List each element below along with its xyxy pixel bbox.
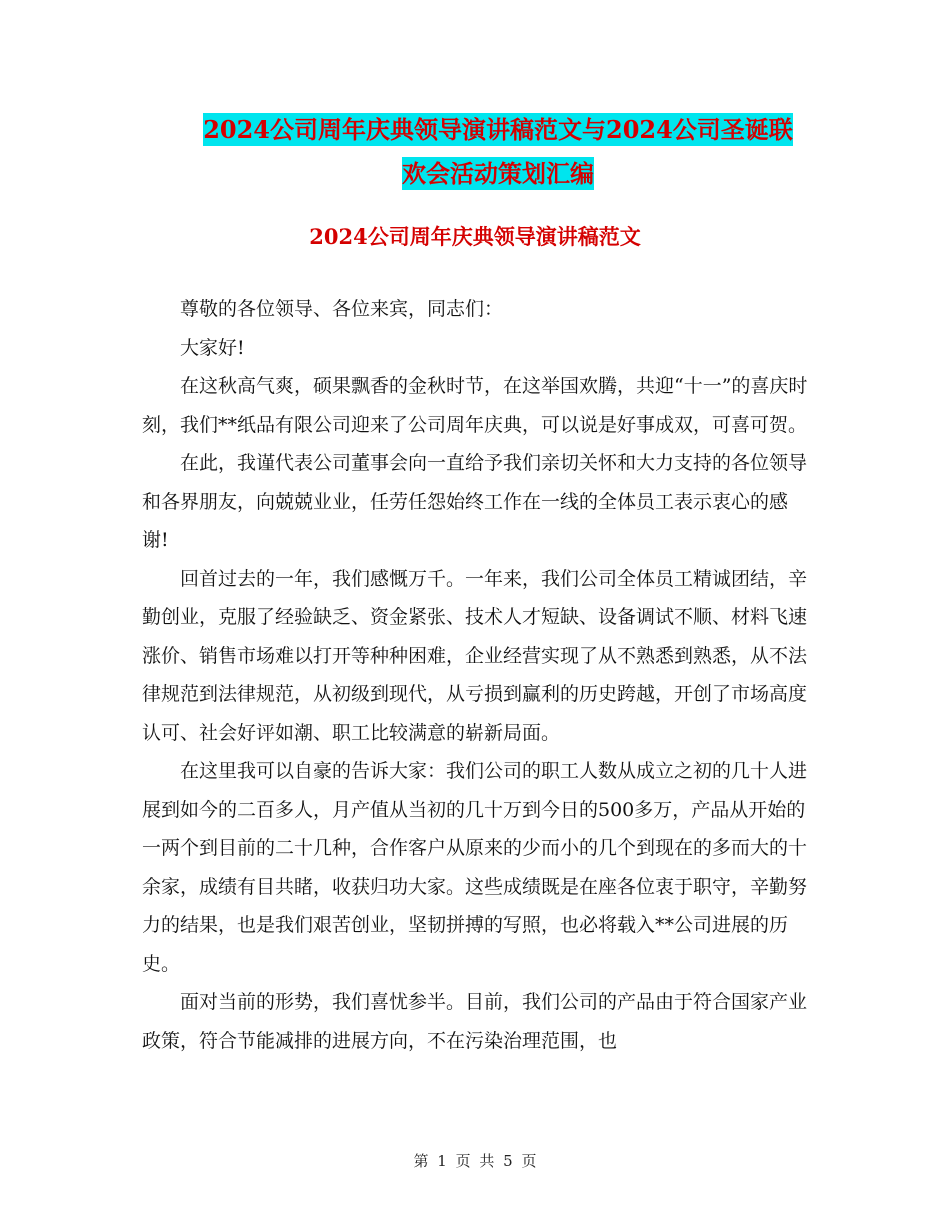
paragraph-salutation: 尊敬的各位领导、各位来宾，同志们： (180, 298, 504, 320)
paragraph: 在这秋高气爽，硕果飘香的金秋时节，在这举国欢腾，共迎“十一”的喜庆时刻，我们**纸品有限公司迎来了公司周年庆典，可以说是好事成双，可喜可贺。 (142, 375, 808, 436)
paragraph: 在此，我谨代表公司董事会向一直给予我们亲切关怀和大力支持的各位领导和各界朋友，向兢兢业业，任劳任怨始终工作在一线的全体员工表示衷心的感谢! (142, 452, 808, 551)
page-number-footer: 第 1 页 共 5 页 (413, 1152, 537, 1170)
paragraph: 在这里我可以自豪的告诉大家：我们公司的职工人数从成立之初的几十人进展到如今的二百多人，月产值从当初的几十万到今日的500多万，产品从开始的一两个到目前的二十几种，合作客户从原来的少而小的几个到现在的多而大的十余家，成绩有目共睹，收获归功大家。这些成绩既是在座各位衷于职守，辛勤努力的结果，也是我们艰苦创业，坚韧拼搏的写照，也必将载入**公司进展的历史。 (142, 760, 808, 975)
paragraph: 面对当前的形势，我们喜忧参半。目前，我们公司的产品由于符合国家产业政策，符合节能减排的进展方向，不在污染治理范围，也 (142, 991, 808, 1052)
document-body (142, 290, 810, 1060)
document-title-text-2: 欢会活动策划汇编 (402, 159, 594, 188)
paragraph: 回首过去的一年，我们感慨万千。一年来，我们公司全体员工精诚团结，辛勤创业，克服了经验缺乏、资金紧张、技术人才短缺、设备调试不顺、材料飞速涨价、销售市场难以打开等种种困难，企业经营实现了从不熟悉到熟悉，从不法律规范到法律规范，从初级到现代，从亏损到赢利的历史跨越，开创了市场高度认可、社会好评如潮、职工比较满意的崭新局面。 (142, 567, 808, 744)
document-title-line-1 (100, 108, 896, 152)
section-title: 2024公司周年庆典领导演讲稿范文 (309, 224, 641, 249)
document-title-text-1: 2024公司周年庆典领导演讲稿范文与2024公司圣诞联 (203, 115, 793, 144)
document-title-line-2 (100, 152, 896, 196)
paragraph-greeting: 大家好! (180, 336, 245, 359)
